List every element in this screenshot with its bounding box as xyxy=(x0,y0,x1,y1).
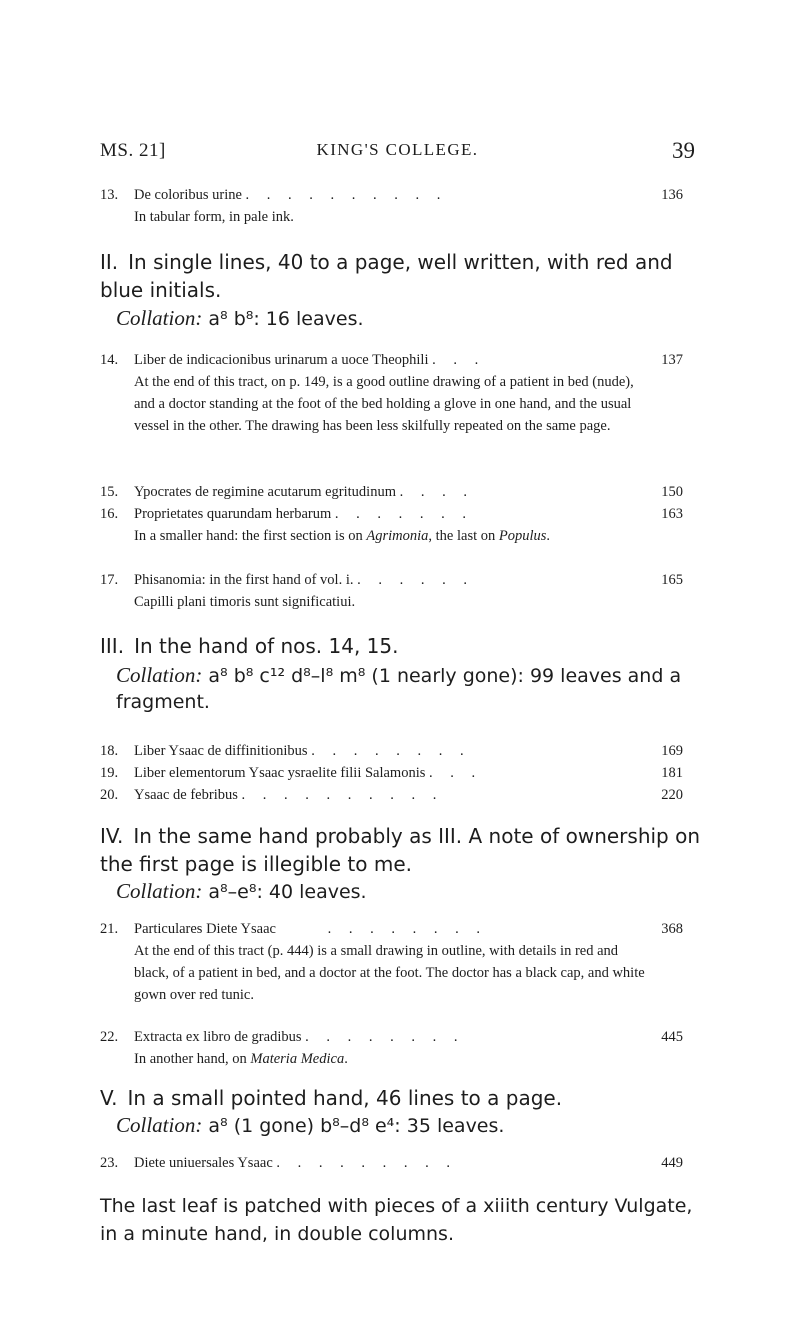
entry-number: 18. xyxy=(100,743,119,759)
leader-dots: . . . . . . . xyxy=(334,506,474,522)
collation-formula: a⁸ b⁸: 16 leaves. xyxy=(208,308,364,330)
leader-dots: . . . . . . xyxy=(357,572,474,588)
entry-page: 181 xyxy=(661,765,683,781)
entry-page: 165 xyxy=(661,572,683,588)
leader-dots: . . . xyxy=(432,352,486,368)
entry-title: Phisanomia: in the first hand of vol. i. xyxy=(134,572,354,588)
leader-dots: . . . . . . . . . xyxy=(276,1155,458,1171)
collation-formula: a⁸ b⁸ c¹² d⁸–l⁸ m⁸ (1 nearly gone): 99 leaves and a fragment. xyxy=(116,665,682,713)
entry-number: 21. xyxy=(100,921,119,937)
leader-dots: . . . . . . . . xyxy=(311,743,471,759)
entry-20 xyxy=(100,784,695,806)
collation-label: Collation: xyxy=(116,1113,203,1137)
entry-note: At the end of this tract, on p. 149, is a good outline drawing of a patient in bed (nude), and a doctor standing at the foot of the bed holding a glove in one hand, and the usual vessel in the other. The drawing has been less skilfully repeated on the same page. xyxy=(134,374,634,434)
entry-23 xyxy=(100,1152,695,1174)
entry-number: 13. xyxy=(100,187,119,203)
entry-15 xyxy=(100,481,695,503)
entry-note xyxy=(100,525,695,547)
entry-number: 15. xyxy=(100,484,119,500)
entry-page: 449 xyxy=(661,1155,683,1171)
final-note: The last leaf is patched with pieces of a xiiith century Vulgate, in a minute hand, in double columns. xyxy=(100,1195,693,1245)
section-description: In single lines, 40 to a page, well written, with red and blue initials. xyxy=(100,250,673,302)
section-v-heading xyxy=(100,1084,700,1112)
entry-title: Ysaac de febribus xyxy=(134,787,238,803)
entry-number: 16. xyxy=(100,506,119,522)
entry-page: 445 xyxy=(661,1029,683,1045)
entry-page: 163 xyxy=(661,506,683,522)
entry-note: Capilli plani timoris sunt significatiui. xyxy=(134,594,356,610)
collation-formula: a⁸–e⁸: 40 leaves. xyxy=(208,881,367,903)
entry-page: 169 xyxy=(661,743,683,759)
entry-page: 220 xyxy=(661,787,683,803)
section-numeral: II. xyxy=(100,250,119,274)
entry-page: 150 xyxy=(661,484,683,500)
section-iv-collation xyxy=(116,878,706,905)
section-numeral: IV. xyxy=(100,824,124,848)
section-numeral: III. xyxy=(100,634,125,658)
manuscript-ref: MS. 21] xyxy=(100,140,166,161)
leader-dots: . . . . . . . . xyxy=(305,1029,465,1045)
section-ii-heading xyxy=(100,248,700,304)
collation-label: Collation: xyxy=(116,306,203,330)
section-iv-heading xyxy=(100,822,700,878)
entry-22 xyxy=(100,1026,695,1070)
entry-13 xyxy=(100,184,695,228)
entry-number: 17. xyxy=(100,572,119,588)
note-text: In another hand, on xyxy=(134,1051,251,1067)
collation-label: Collation: xyxy=(116,663,203,687)
section-iii-collation xyxy=(100,662,706,715)
running-head xyxy=(100,140,695,170)
section-v-collation xyxy=(116,1112,706,1139)
section-iii-heading xyxy=(100,632,700,660)
entry-title: Liber elementorum Ysaac ysraelite filii Salamonis xyxy=(134,765,426,781)
note-subject: Materia Medica xyxy=(250,1051,345,1067)
entry-title: Liber de indicacionibus urinarum a uoce Theophili xyxy=(134,352,429,368)
college-heading: KING'S COLLEGE. xyxy=(316,140,479,159)
entry-16 xyxy=(100,503,695,547)
leader-dots: . . . . . . . . . . xyxy=(241,787,444,803)
note-text: . xyxy=(546,528,551,544)
leader-dots: . . . . xyxy=(399,484,474,500)
entry-page: 137 xyxy=(661,352,683,368)
entry-note: At the end of this tract (p. 444) is a small drawing in outline, with details in red and black, of a patient in bed, and a doctor at the foot. The doctor has a black cap, and white gown over red tunic. xyxy=(134,943,645,1003)
entry-note: In tabular form, in pale ink. xyxy=(134,209,294,225)
leader-dots: . . . . . . . . xyxy=(327,921,487,937)
section-description: In the hand of nos. 14, 15. xyxy=(134,634,399,658)
leader-dots: . . . xyxy=(429,765,483,781)
entry-number: 23. xyxy=(100,1155,119,1171)
entry-note xyxy=(100,1048,695,1070)
note-text: In a smaller hand: the first section is on xyxy=(134,528,367,544)
collation-formula: a⁸ (1 gone) b⁸–d⁸ e⁴: 35 leaves. xyxy=(208,1115,505,1137)
section-ii-collation xyxy=(116,305,706,332)
entry-17 xyxy=(100,569,695,613)
note-text: . xyxy=(344,1051,348,1067)
entry-number: 14. xyxy=(100,352,119,368)
entry-page: 136 xyxy=(661,187,683,203)
section-numeral: V. xyxy=(100,1086,118,1110)
entry-number: 22. xyxy=(100,1029,119,1045)
leader-dots: . . . . . . . . . . xyxy=(245,187,448,203)
entry-title: Diete uniuersales Ysaac xyxy=(134,1155,273,1171)
collation-label: Collation: xyxy=(116,879,203,903)
entry-14 xyxy=(100,349,695,437)
entry-title: Particulares Diete Ysaac xyxy=(134,921,276,937)
entry-title: Extracta ex libro de gradibus xyxy=(134,1029,302,1045)
note-text: , the last on xyxy=(428,528,499,544)
entry-page: 368 xyxy=(661,921,683,937)
entry-title: De coloribus urine xyxy=(134,187,242,203)
entry-18 xyxy=(100,740,695,762)
entry-number: 19. xyxy=(100,765,119,781)
entry-19 xyxy=(100,762,695,784)
page-number: 39 xyxy=(672,138,695,163)
entry-title: Ypocrates de regimine acutarum egritudinum xyxy=(134,484,396,500)
note-plant-name: Agrimonia xyxy=(366,528,429,544)
entry-title: Liber Ysaac de diffinitionibus xyxy=(134,743,308,759)
section-description: In a small pointed hand, 46 lines to a page. xyxy=(127,1086,563,1110)
entry-title: Proprietates quarundam herbarum xyxy=(134,506,332,522)
note-plant-name: Populus xyxy=(498,528,547,544)
entry-number: 20. xyxy=(100,787,119,803)
entry-21 xyxy=(100,918,695,1006)
section-description: In the same hand probably as III. A note of ownership on the first page is illegible to me. xyxy=(100,824,701,876)
